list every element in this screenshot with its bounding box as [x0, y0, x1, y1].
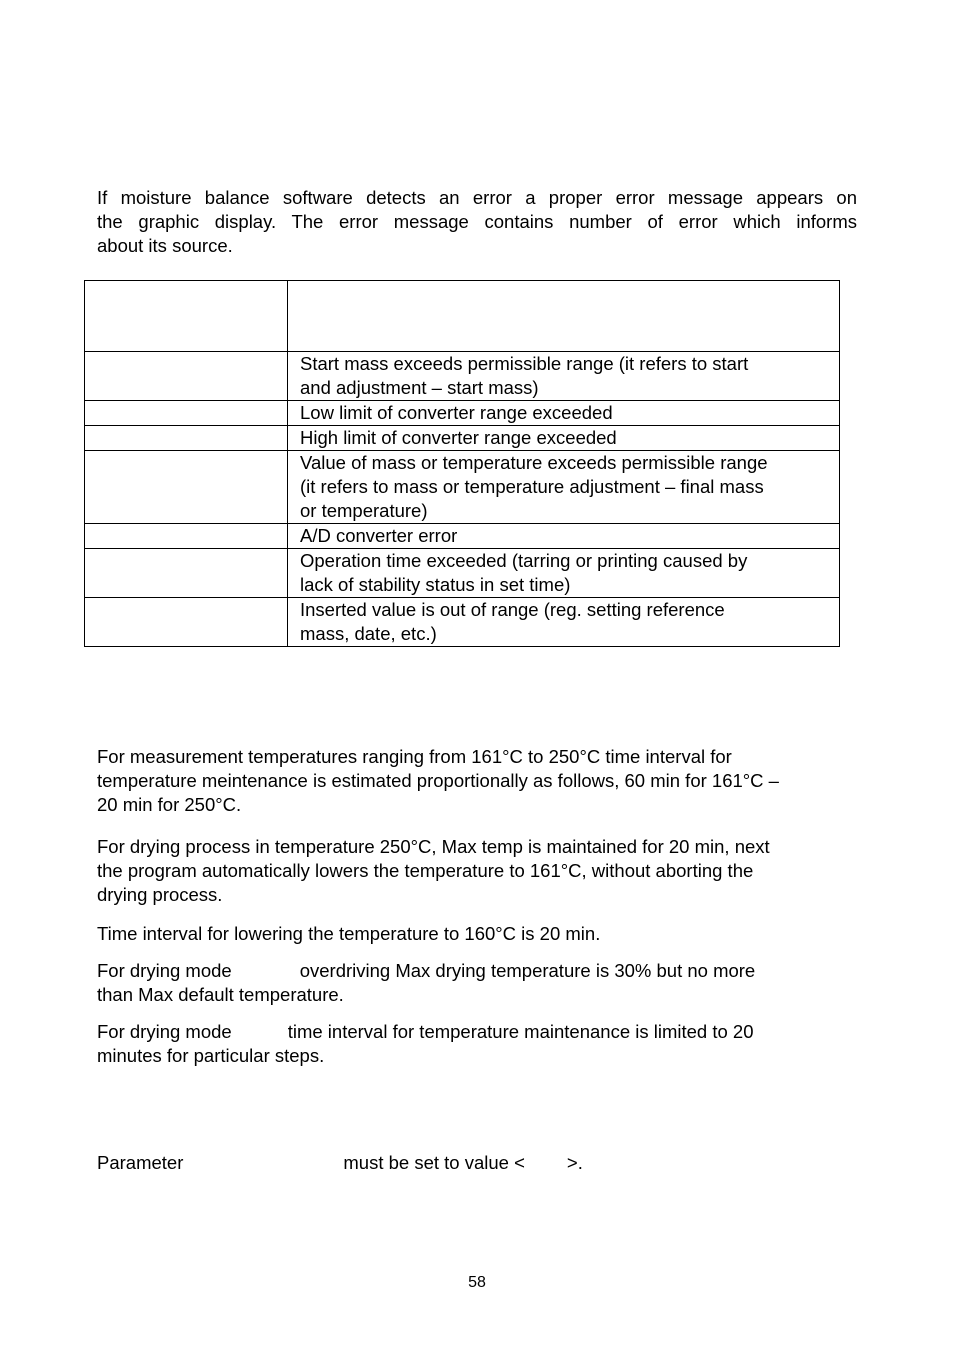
paragraph-line: [97, 1020, 857, 1044]
description-line: Inserted value is out of range (reg. setting reference: [300, 599, 725, 620]
description-line: A/D converter error: [300, 525, 458, 546]
header-code-cell: [85, 281, 288, 352]
parameter-lead: Parameter: [97, 1152, 184, 1173]
intro-paragraph: [97, 186, 857, 258]
table-row: [85, 598, 840, 647]
table-header-row: [85, 281, 840, 352]
paragraph-line: For measurement temperatures ranging from 161°C to 250°C time interval for: [97, 746, 732, 767]
error-code-cell: [85, 451, 288, 524]
drying-mode-lead: For drying mode: [97, 1021, 232, 1042]
error-description-cell: [288, 598, 840, 647]
error-code-cell: [85, 598, 288, 647]
description-line: High limit of converter range exceeded: [300, 427, 617, 448]
intro-line-1: If moisture balance software detects an error a proper error message appears on: [97, 187, 857, 208]
error-description-cell: [288, 451, 840, 524]
parameter-end: >.: [566, 1152, 583, 1173]
error-code-cell: [85, 401, 288, 426]
error-description-cell: [288, 352, 840, 401]
paragraph-line: For drying process in temperature 250°C, Max temp is maintained for 20 min, next: [97, 836, 770, 857]
max-temp-paragraph: [97, 835, 857, 907]
description-line: or temperature): [300, 500, 428, 521]
description-line: Value of mass or temperature exceeds permissible range: [300, 452, 768, 473]
drying-mode-lead: For drying mode: [97, 960, 232, 981]
error-code-cell: [85, 524, 288, 549]
description-line: mass, date, etc.): [300, 623, 437, 644]
table-row: [85, 524, 840, 549]
paragraph-line: [97, 959, 857, 983]
parameter-note: [97, 1151, 857, 1175]
description-line: and adjustment – start mass): [300, 377, 539, 398]
table-row: [85, 451, 840, 524]
paragraph-line: than Max default temperature.: [97, 984, 344, 1005]
error-description-cell: [288, 524, 840, 549]
paragraph-line: Time interval for lowering the temperature to 160°C is 20 min.: [97, 923, 601, 944]
paragraph-line: temperature meintenance is estimated proportionally as follows, 60 min for 161°C –: [97, 770, 779, 791]
error-description-cell: [288, 401, 840, 426]
error-description-cell: [288, 549, 840, 598]
table-row: [85, 352, 840, 401]
intro-line-3: about its source.: [97, 235, 233, 256]
error-codes-table: [84, 280, 840, 647]
lowering-interval-paragraph: [97, 922, 857, 946]
description-line: (it refers to mass or temperature adjustment – final mass: [300, 476, 764, 497]
description-line: Operation time exceeded (tarring or printing caused by: [300, 550, 748, 571]
paragraph-line: 20 min for 250°C.: [97, 794, 242, 815]
table-row: [85, 426, 840, 451]
error-description-cell: [288, 426, 840, 451]
description-line: Low limit of converter range exceeded: [300, 402, 613, 423]
table-row: [85, 401, 840, 426]
description-line: Start mass exceeds permissible range (it refers to start: [300, 353, 749, 374]
overdriving-paragraph: [97, 959, 857, 1007]
error-code-cell: [85, 352, 288, 401]
parameter-middle: must be set to value <: [343, 1152, 525, 1173]
paragraph-line: minutes for particular steps.: [97, 1045, 325, 1066]
drying-mode-rest: overdriving Max drying temperature is 30% but no more: [299, 960, 756, 981]
description-line: lack of stability status in set time): [300, 574, 571, 595]
error-code-cell: [85, 426, 288, 451]
header-description-cell: [288, 281, 840, 352]
temperature-range-paragraph: [97, 745, 857, 817]
table-row: [85, 549, 840, 598]
paragraph-line: drying process.: [97, 884, 223, 905]
step-limit-paragraph: [97, 1020, 857, 1068]
paragraph-line: the program automatically lowers the temperature to 161°C, without aborting the: [97, 860, 754, 881]
drying-mode-rest: time interval for temperature maintenance is limited to 20: [287, 1021, 754, 1042]
intro-line-2: the graphic display. The error message contains number of error which informs: [97, 211, 857, 232]
page-number: 58: [468, 1274, 486, 1291]
error-code-cell: [85, 549, 288, 598]
